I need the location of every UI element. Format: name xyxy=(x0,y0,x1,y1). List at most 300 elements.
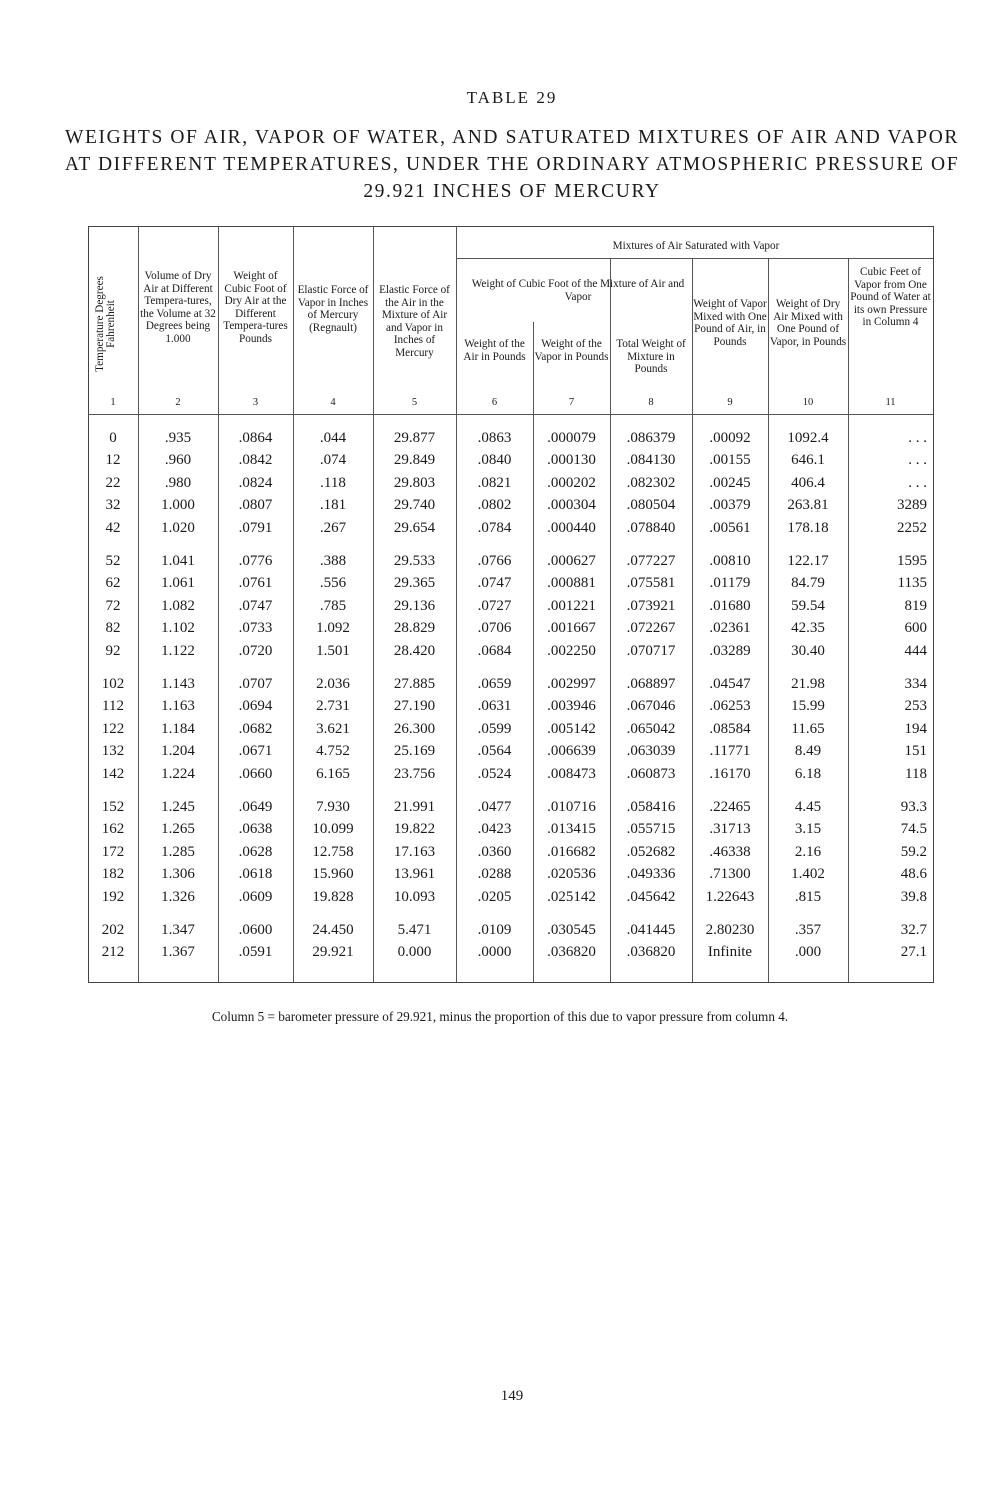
table-cell-col-2: .935 xyxy=(164,430,192,446)
table-cell-col-6: .0747 xyxy=(477,575,512,592)
table-cell-col-7: .000304 xyxy=(547,497,596,514)
table-cell-col-11: 1595 xyxy=(897,553,927,569)
table-cell-col-1: 82 xyxy=(105,620,121,637)
table-cell-col-6: .0863 xyxy=(477,430,512,446)
table-row xyxy=(88,889,933,911)
column-header-4: Elastic Force of Vapor in Inches of Mercury (Regnault) xyxy=(297,284,369,334)
table-cell-col-10: 6.18 xyxy=(794,765,822,782)
table-cell-col-5: 17.163 xyxy=(393,843,436,860)
table-cell-col-6: .0684 xyxy=(477,642,512,659)
table-cell-col-9: .04547 xyxy=(709,676,751,692)
column-header-2: Volume of Dry Air at Different Tempera-tures, the Volume at 32 Degrees being 1.000 xyxy=(140,270,216,345)
table-cell-col-1: 0 xyxy=(109,430,117,446)
table-cell-col-6: .0205 xyxy=(477,888,512,905)
column-number-4: 4 xyxy=(330,397,336,408)
table-cell-col-11: 39.8 xyxy=(900,888,927,905)
table-cell-col-4: 2.731 xyxy=(316,698,350,715)
table-cell-col-1: 132 xyxy=(101,743,125,760)
table-cell-col-2: 1.306 xyxy=(161,866,195,883)
table-cell-col-4: 2.036 xyxy=(316,676,350,692)
table-cell-col-5: 28.829 xyxy=(393,620,436,637)
table-cell-col-2: 1.122 xyxy=(161,642,195,659)
column-divider xyxy=(138,226,139,982)
table-cell-col-8: .072267 xyxy=(626,620,676,637)
table-row xyxy=(88,430,933,452)
table-cell-col-5: 25.169 xyxy=(393,743,436,760)
table-cell-col-5: 29.365 xyxy=(393,575,436,592)
table-cell-col-4: .181 xyxy=(319,497,347,514)
table-cell-col-1: 12 xyxy=(105,452,121,469)
table-cell-col-11: 32.7 xyxy=(900,922,927,938)
table-cell-col-5: 27.190 xyxy=(393,698,436,715)
table-row xyxy=(88,944,933,966)
table-cell-col-1: 212 xyxy=(101,944,125,961)
table-cell-col-1: 22 xyxy=(105,474,121,491)
table-cell-col-1: 32 xyxy=(105,497,121,514)
column-divider xyxy=(533,322,534,982)
table-cell-col-2: 1.265 xyxy=(161,821,195,838)
table-cell-col-6: .0631 xyxy=(477,698,512,715)
table-cell-col-10: 122.17 xyxy=(787,553,829,569)
table-cell-col-8: .049336 xyxy=(626,866,676,883)
column-header-8: Total Weight of Mixture in Pounds xyxy=(616,338,686,376)
table-cell-col-8: .080504 xyxy=(626,497,676,514)
table-cell-col-7: .002250 xyxy=(547,642,596,659)
table-cell-col-11: 3289 xyxy=(897,497,927,514)
table-row xyxy=(88,575,933,597)
table-cell-col-9: .11771 xyxy=(709,743,751,760)
column-number-6: 6 xyxy=(491,397,498,408)
table-cell-col-11: 444 xyxy=(904,642,927,659)
table-cell-col-7: .000130 xyxy=(547,452,596,469)
table-cell-col-5: 5.471 xyxy=(397,922,432,938)
table-cell-col-8: .073921 xyxy=(626,597,676,614)
table-cell-col-7: .016682 xyxy=(547,843,596,860)
table-cell-col-7: .030545 xyxy=(547,922,596,938)
table-cell-col-11: 334 xyxy=(904,676,927,692)
table-cell-col-4: 15.960 xyxy=(312,866,354,883)
table-cell-col-11: . . . xyxy=(908,430,927,446)
table-cell-col-3: .0761 xyxy=(238,575,273,592)
group-header-rule xyxy=(456,258,933,259)
table-cell-col-9: .16170 xyxy=(709,765,751,782)
table-row xyxy=(88,799,933,821)
column-divider xyxy=(768,258,769,982)
table-cell-col-10: 646.1 xyxy=(791,452,825,469)
table-cell-col-10: .357 xyxy=(794,922,822,938)
table-cell-col-8: .063039 xyxy=(626,743,676,760)
table-cell-col-10: 178.18 xyxy=(787,519,829,536)
table-row xyxy=(88,553,933,575)
column-divider xyxy=(610,258,611,982)
table-cell-col-6: .0564 xyxy=(477,743,512,760)
table-cell-col-8: .055715 xyxy=(626,821,676,838)
table-cell-col-4: 29.921 xyxy=(312,944,354,961)
table-cell-col-7: .013415 xyxy=(547,821,596,838)
table-cell-col-2: 1.224 xyxy=(161,765,195,782)
table-cell-col-2: 1.163 xyxy=(161,698,195,715)
table-cell-col-11: 27.1 xyxy=(900,944,927,961)
table-cell-col-8: .052682 xyxy=(626,843,676,860)
table-cell-col-5: 23.756 xyxy=(393,765,436,782)
table-cell-col-3: .0707 xyxy=(238,676,273,692)
table-cell-col-11: 2252 xyxy=(897,519,927,536)
table-cell-col-8: .086379 xyxy=(626,430,676,446)
table-cell-col-10: .000 xyxy=(794,944,822,961)
table-cell-col-9: .31713 xyxy=(709,821,751,838)
table-cell-col-4: 6.165 xyxy=(316,765,350,782)
table-cell-col-9: .00810 xyxy=(709,553,751,569)
table-cell-col-3: .0638 xyxy=(238,821,273,838)
table-row xyxy=(88,866,933,888)
table-cell-col-3: .0747 xyxy=(238,597,273,614)
table-cell-col-2: 1.041 xyxy=(161,553,195,569)
table-cell-col-5: 29.803 xyxy=(393,474,436,491)
table-cell-col-6: .0000 xyxy=(477,944,512,961)
subgroup-header: Weight of Cubic Foot of the Mixture of Air and Vapor xyxy=(471,278,685,303)
table-cell-col-9: .00561 xyxy=(709,519,751,536)
table-cell-col-9: .03289 xyxy=(709,642,751,659)
table-cell-col-2: 1.000 xyxy=(161,497,195,514)
table-cell-col-5: 29.654 xyxy=(393,519,436,536)
table-border-bottom xyxy=(88,982,934,983)
table-cell-col-4: 7.930 xyxy=(316,799,350,815)
table-cell-col-11: 48.6 xyxy=(900,866,927,883)
table-cell-col-8: .045642 xyxy=(626,888,676,905)
table-cell-col-10: 4.45 xyxy=(794,799,822,815)
table-cell-col-3: .0694 xyxy=(238,698,273,715)
table-cell-col-8: .070717 xyxy=(626,642,676,659)
table-row xyxy=(88,620,933,642)
table-cell-col-1: 172 xyxy=(101,843,125,860)
table-cell-col-10: 406.4 xyxy=(791,474,825,491)
table-cell-col-4: .388 xyxy=(319,553,347,569)
table-cell-col-8: .058416 xyxy=(626,799,676,815)
column-number-2: 2 xyxy=(175,397,181,408)
table-cell-col-4: 19.828 xyxy=(312,888,354,905)
table-cell-col-11: 253 xyxy=(904,698,927,715)
table-cell-col-7: .001667 xyxy=(547,620,596,637)
table-cell-col-1: 202 xyxy=(101,922,125,938)
table-cell-col-6: .0821 xyxy=(477,474,512,491)
column-number-1: 1 xyxy=(110,397,116,408)
table-cell-col-8: .082302 xyxy=(626,474,676,491)
table-cell-col-3: .0842 xyxy=(238,452,273,469)
table-cell-col-7: .020536 xyxy=(547,866,596,883)
table-cell-col-6: .0477 xyxy=(477,799,512,815)
table-cell-col-1: 122 xyxy=(101,720,125,737)
table-cell-col-8: .065042 xyxy=(626,720,676,737)
table-row xyxy=(88,698,933,720)
table-cell-col-4: 24.450 xyxy=(312,922,354,938)
table-cell-col-7: .000627 xyxy=(547,553,596,569)
table-cell-col-11: 93.3 xyxy=(900,799,927,815)
table-cell-col-10: 59.54 xyxy=(791,597,825,614)
table-row xyxy=(88,922,933,944)
table-row xyxy=(88,743,933,765)
data-table xyxy=(88,226,934,986)
column-number-10: 10 xyxy=(802,397,814,408)
column-divider xyxy=(373,226,374,982)
table-cell-col-3: .0776 xyxy=(238,553,273,569)
table-cell-col-4: .044 xyxy=(319,430,347,446)
table-cell-col-10: 1092.4 xyxy=(787,430,829,446)
table-cell-col-7: .000202 xyxy=(547,474,596,491)
table-cell-col-10: 1.402 xyxy=(791,866,825,883)
table-cell-col-2: 1.061 xyxy=(161,575,195,592)
table-cell-col-2: 1.102 xyxy=(161,620,195,637)
table-row xyxy=(88,676,933,698)
table-cell-col-6: .0706 xyxy=(477,620,512,637)
header-rule xyxy=(88,414,933,415)
table-cell-col-7: .000881 xyxy=(547,575,596,592)
table-cell-col-9: .46338 xyxy=(709,843,751,860)
table-cell-col-4: 3.621 xyxy=(316,720,350,737)
table-cell-col-9: .71300 xyxy=(709,866,751,883)
table-cell-col-11: 59.2 xyxy=(900,843,927,860)
table-cell-col-6: .0840 xyxy=(477,452,512,469)
table-cell-col-5: 10.093 xyxy=(393,888,436,905)
table-cell-col-10: 42.35 xyxy=(791,620,825,637)
table-cell-col-1: 62 xyxy=(105,575,121,592)
column-header-9: Weight of Vapor Mixed with One Pound of Air, in Pounds xyxy=(693,298,767,348)
column-header-1: Temperature Degrees Fahrenheit xyxy=(94,276,117,372)
table-cell-col-3: .0720 xyxy=(238,642,273,659)
table-cell-col-2: 1.245 xyxy=(161,799,195,815)
table-title: WEIGHTS OF AIR, VAPOR OF WATER, AND SATURATED MIXTURES OF AIR AND VAPOR AT DIFFERENT TEMPERATURES, UNDER THE ORDINARY ATMOSPHERIC PRESSURE OF 29.921 INCHES OF MERCURY xyxy=(64,127,960,202)
table-cell-col-9: .00379 xyxy=(709,497,751,514)
table-cell-col-1: 142 xyxy=(101,765,125,782)
table-cell-col-3: .0591 xyxy=(238,944,273,961)
table-cell-col-1: 152 xyxy=(101,799,125,815)
table-cell-col-6: .0423 xyxy=(477,821,512,838)
table-cell-col-7: .000440 xyxy=(547,519,596,536)
table-cell-col-1: 52 xyxy=(105,553,121,569)
table-cell-col-3: .0649 xyxy=(238,799,273,815)
table-cell-col-6: .0599 xyxy=(477,720,512,737)
table-cell-col-11: 1135 xyxy=(897,575,927,592)
table-cell-col-3: .0671 xyxy=(238,743,273,760)
column-number-11: 11 xyxy=(885,397,896,408)
table-cell-col-6: .0109 xyxy=(477,922,512,938)
table-cell-col-6: .0802 xyxy=(477,497,512,514)
table-cell-col-5: 19.822 xyxy=(393,821,436,838)
table-cell-col-10: 11.65 xyxy=(791,720,825,737)
table-cell-col-2: 1.082 xyxy=(161,597,195,614)
table-cell-col-5: 27.885 xyxy=(393,676,436,692)
table-cell-col-5: 28.420 xyxy=(393,642,436,659)
table-cell-col-9: .06253 xyxy=(709,698,751,715)
table-cell-col-7: .003946 xyxy=(547,698,596,715)
table-cell-col-1: 182 xyxy=(101,866,125,883)
table-cell-col-2: 1.347 xyxy=(161,922,195,938)
table-cell-col-9: 1.22643 xyxy=(705,888,755,905)
column-header-6: Weight of the Air in Pounds xyxy=(463,338,526,363)
column-header-11: Cubic Feet of Vapor from One Pound of Water at its own Pressure in Column 4 xyxy=(850,266,931,329)
table-cell-col-7: .005142 xyxy=(547,720,596,737)
table-cell-col-4: 4.752 xyxy=(316,743,350,760)
table-cell-col-10: 84.79 xyxy=(791,575,825,592)
column-header-5: Elastic Force of the Air in the Mixture of Air and Vapor in Inches of Mercury xyxy=(379,284,450,359)
table-cell-col-2: .980 xyxy=(164,474,192,491)
table-cell-col-2: 1.143 xyxy=(161,676,195,692)
table-cell-col-8: .068897 xyxy=(626,676,676,692)
column-divider xyxy=(218,226,219,982)
table-border-top xyxy=(88,226,934,227)
table-cell-col-10: 8.49 xyxy=(794,743,822,760)
table-cell-col-1: 72 xyxy=(105,597,121,614)
footnote: Column 5 = barometer pressure of 29.921, minus the proportion of this due to vapor pressure from column 4. xyxy=(211,1009,789,1024)
table-cell-col-9: .00245 xyxy=(709,474,751,491)
table-cell-col-3: .0609 xyxy=(238,888,273,905)
table-cell-col-11: 194 xyxy=(904,720,927,737)
table-cell-col-6: .0766 xyxy=(477,553,512,569)
table-cell-col-3: .0682 xyxy=(238,720,273,737)
table-cell-col-9: .00155 xyxy=(709,452,751,469)
table-cell-col-9: 2.80230 xyxy=(705,922,755,938)
table-cell-col-9: .00092 xyxy=(709,430,751,446)
table-cell-col-5: 0.000 xyxy=(397,944,432,961)
table-row xyxy=(88,475,933,497)
table-cell-col-1: 192 xyxy=(101,888,125,905)
column-number-9: 9 xyxy=(727,397,733,408)
table-cell-col-7: .008473 xyxy=(547,765,596,782)
table-cell-col-3: .0864 xyxy=(238,430,273,446)
table-cell-col-2: .960 xyxy=(164,452,192,469)
table-cell-col-7: .025142 xyxy=(547,888,596,905)
column-number-7: 7 xyxy=(568,397,575,408)
column-divider xyxy=(293,226,294,982)
column-divider xyxy=(848,258,849,982)
table-cell-col-3: .0824 xyxy=(238,474,273,491)
table-number: TABLE 29 xyxy=(466,88,558,107)
table-cell-col-10: .815 xyxy=(794,888,822,905)
table-cell-col-7: .000079 xyxy=(547,430,596,446)
table-cell-col-4: 1.092 xyxy=(316,620,350,637)
table-cell-col-2: 1.020 xyxy=(161,519,195,536)
table-cell-col-6: .0727 xyxy=(477,597,512,614)
group-header: Mixtures of Air Saturated with Vapor xyxy=(612,240,780,252)
table-cell-col-9: .22465 xyxy=(709,799,751,815)
table-cell-col-11: 819 xyxy=(904,597,927,614)
table-cell-col-8: .060873 xyxy=(626,765,676,782)
table-cell-col-7: .036820 xyxy=(547,944,596,961)
table-cell-col-3: .0807 xyxy=(238,497,273,514)
table-cell-col-5: 13.961 xyxy=(393,866,436,883)
table-cell-col-4: .267 xyxy=(319,519,347,536)
table-cell-col-7: .006639 xyxy=(547,743,596,760)
table-cell-col-6: .0360 xyxy=(477,843,512,860)
table-cell-col-11: . . . xyxy=(908,474,927,491)
table-cell-col-2: 1.204 xyxy=(161,743,195,760)
table-cell-col-10: 30.40 xyxy=(791,642,825,659)
table-row xyxy=(88,598,933,620)
table-cell-col-6: .0784 xyxy=(477,519,512,536)
table-cell-col-11: 118 xyxy=(905,765,927,782)
table-cell-col-10: 263.81 xyxy=(787,497,829,514)
table-cell-col-3: .0660 xyxy=(238,765,273,782)
table-cell-col-8: .084130 xyxy=(626,452,676,469)
table-row xyxy=(88,452,933,474)
table-cell-col-7: .001221 xyxy=(547,597,596,614)
table-cell-col-4: .785 xyxy=(319,597,347,614)
table-cell-col-9: .01680 xyxy=(709,597,751,614)
table-cell-col-8: .041445 xyxy=(626,922,676,938)
table-cell-col-9: .02361 xyxy=(709,620,751,637)
table-cell-col-6: .0659 xyxy=(477,676,512,692)
page-number: 149 xyxy=(500,1388,524,1404)
column-header-3: Weight of Cubic Foot of Dry Air at the Different Tempera-tures Pounds xyxy=(223,270,288,345)
table-cell-col-2: 1.367 xyxy=(161,944,195,961)
table-cell-col-3: .0600 xyxy=(238,922,273,938)
table-cell-col-11: 151 xyxy=(904,743,927,760)
table-cell-col-7: .002997 xyxy=(547,676,596,692)
table-cell-col-2: 1.184 xyxy=(161,720,195,737)
table-cell-col-3: .0733 xyxy=(238,620,273,637)
column-header-10: Weight of Dry Air Mixed with One Pound of Vapor, in Pounds xyxy=(769,298,847,348)
table-cell-col-8: .036820 xyxy=(626,944,676,961)
table-cell-col-5: 29.849 xyxy=(393,452,436,469)
table-cell-col-1: 112 xyxy=(102,698,124,715)
table-cell-col-1: 102 xyxy=(101,676,125,692)
table-row xyxy=(88,821,933,843)
table-cell-col-5: 29.740 xyxy=(393,497,436,514)
table-cell-col-1: 162 xyxy=(101,821,125,838)
table-row xyxy=(88,721,933,743)
column-number-3: 3 xyxy=(252,397,259,408)
table-cell-col-9: .01179 xyxy=(709,575,751,592)
column-divider xyxy=(456,226,457,982)
table-cell-col-5: 29.877 xyxy=(393,430,436,446)
table-cell-col-8: .078840 xyxy=(626,519,676,536)
table-border-right xyxy=(933,226,934,983)
table-cell-col-9: Infinite xyxy=(707,944,753,961)
table-cell-col-10: 21.98 xyxy=(791,676,825,692)
table-row xyxy=(88,497,933,519)
table-cell-col-4: .074 xyxy=(319,452,347,469)
table-cell-col-4: .118 xyxy=(320,474,346,491)
table-row xyxy=(88,520,933,542)
table-cell-col-3: .0618 xyxy=(238,866,273,883)
table-cell-col-4: 1.501 xyxy=(316,642,350,659)
table-cell-col-2: 1.285 xyxy=(161,843,195,860)
table-cell-col-5: 26.300 xyxy=(393,720,436,737)
table-cell-col-5: 29.533 xyxy=(393,553,436,569)
column-number-8: 8 xyxy=(648,397,654,408)
table-cell-col-5: 29.136 xyxy=(393,597,436,614)
table-cell-col-1: 92 xyxy=(105,642,121,659)
table-cell-col-4: .556 xyxy=(319,575,347,592)
table-row xyxy=(88,643,933,665)
table-cell-col-3: .0791 xyxy=(238,519,273,536)
table-cell-col-2: 1.326 xyxy=(161,888,195,905)
table-cell-col-1: 42 xyxy=(105,519,121,536)
table-cell-col-9: .08584 xyxy=(709,720,751,737)
table-cell-col-5: 21.991 xyxy=(393,799,436,815)
table-cell-col-11: 600 xyxy=(904,620,927,637)
table-cell-col-8: .067046 xyxy=(626,698,676,715)
table-cell-col-4: 10.099 xyxy=(312,821,354,838)
table-cell-col-7: .010716 xyxy=(547,799,596,815)
table-cell-col-8: .077227 xyxy=(626,553,676,569)
table-cell-col-10: 2.16 xyxy=(794,843,822,860)
table-cell-col-10: 15.99 xyxy=(791,698,825,715)
table-cell-col-6: .0288 xyxy=(477,866,512,883)
table-cell-col-8: .075581 xyxy=(626,575,676,592)
column-header-7: Weight of the Vapor in Pounds xyxy=(534,338,609,363)
table-cell-col-6: .0524 xyxy=(477,765,512,782)
column-divider xyxy=(692,258,693,982)
